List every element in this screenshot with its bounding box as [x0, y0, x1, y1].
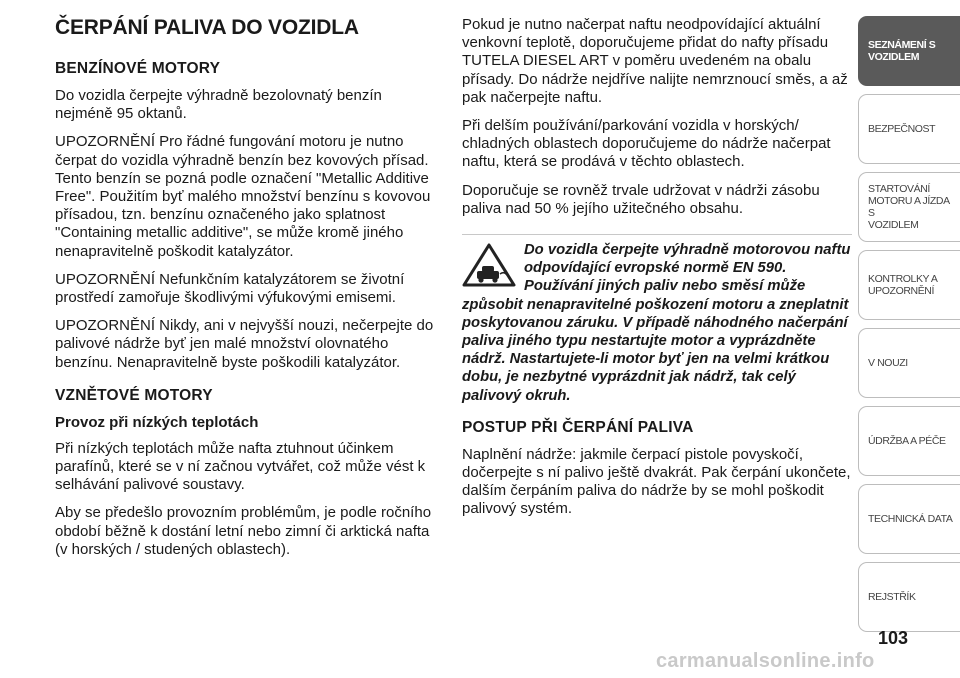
paragraph: Naplnění nádrže: jakmile čerpací pistole povyskočí, dočerpejte s ní palivo ještě dvakrát. Pak čerpání ukončete, dalším čerpáním paliva do nádrže by se mohl poškodit palivový systém. [462, 445, 851, 518]
warning-triangle-icon [462, 243, 516, 287]
paragraph: Doporučuje se rovněž trvale udržovat v nádrži zásobu paliva nad 50 % jejího užitečného obsahu. [462, 181, 820, 217]
paragraph: Při delším používání/parkování vozidla v horských/ chladných oblastech doporučujeme do nádrže načerpat naftu, která se prodává v těchto oblastech. [462, 117, 831, 171]
tab-introduction[interactable]: SEZNÁMENÍ S VOZIDLEM [858, 16, 960, 86]
left-column [55, 16, 443, 569]
tab-technical-data[interactable]: TECHNICKÁ DATA [858, 484, 960, 554]
chapter-tabs [858, 16, 960, 640]
page-title: ČERPÁNÍ PALIVA DO VOZIDLA [55, 16, 359, 39]
page-number: 103 [878, 628, 909, 648]
tab-starting-driving[interactable]: STARTOVÁNÍ MOTORU A JÍZDA S VOZIDLEM [858, 172, 960, 242]
tab-index[interactable]: REJSTŘÍK [858, 562, 960, 632]
tab-emergency[interactable]: V NOUZI [858, 328, 960, 398]
watermark: carmanualsonline.info [656, 650, 875, 672]
paragraph: Pokud je nutno načerpat naftu neodpovídající aktuální venkovní teplotě, doporučujeme přidat do nafty přísadu TUTELA DIESEL ART v poměru uvedeném na obalu přísady. Do nádrže nejdříve nalijte nemrznoucí směs, a až pak načerpejte naftu. [462, 16, 848, 106]
section-heading-procedure: POSTUP PŘI ČERPÁNÍ PALIVA [462, 418, 694, 436]
right-column [462, 16, 852, 529]
tab-safety[interactable]: BEZPEČNOST [858, 94, 960, 164]
section-heading-diesel: VZNĚTOVÉ MOTORY [55, 386, 213, 404]
subheading-low-temperature: Provoz při nízkých teplotách [55, 413, 259, 431]
paragraph: Do vozidla čerpejte výhradně bezolovnatý benzín nejméně 95 oktanů. [55, 87, 382, 123]
paragraph: UPOZORNĚNÍ Nikdy, ani v nejvyšší nouzi, nečerpejte do palivové nádrže byť jen malé množství olovnatého benzínu. Nenapravitelně byste poškodili katalyzátor. [55, 317, 434, 371]
tab-maintenance[interactable]: ÚDRŽBA A PÉČE [858, 406, 960, 476]
paragraph: UPOZORNĚNÍ Nefunkčním katalyzátorem se životní prostředí zamořuje škodlivými výfukovými emisemi. [55, 270, 405, 307]
section-heading-petrol: BENZÍNOVÉ MOTORY [55, 60, 221, 77]
warning-text: Do vozidla čerpejte výhradně motorovou naftu odpovídající evropské normě EN 590. Používání jiných paliv nebo směsí může způsobit nenapravitelné poškození motoru a zneplatnit poskytovanou záruku. V případě náhodného načerpání paliva jiného typu nestartujte motor a vyprázdněte nádrž. Nastartujete-li motor byť jen na velmi krátkou dobu, je nezbytné vyprázdnit jak nádrž, tak celý palivový okruh. [462, 242, 851, 404]
paragraph: Při nízkých teplotách může nafta ztuhnout účinkem parafínů, které se v ní začnou vytvářet, což může vést k selhávání palivové soustavy. [55, 439, 426, 494]
warning-box [462, 234, 852, 405]
paragraph: Aby se předešlo provozním problémům, je podle ročního období běžně k dostání letní nebo zimní či arktická nafta (v horských / studených oblastech). [55, 504, 432, 558]
paragraph: UPOZORNĚNÍ Pro řádné fungování motoru je nutno čerpat do vozidla výhradně benzín bez kovových přísad. Tento benzín se pozná podle označení "Metallic Additive Free". Použitím byť malého množství benzínu s kovovou přísadou, tzn. benzínu označeného jako splatnost "Containing metallic additive", se může kromě jiného nenapravitelně poškodit katalyzátor. [55, 133, 431, 260]
tab-warning-lights[interactable]: KONTROLKY A UPOZORNĚNÍ [858, 250, 960, 320]
